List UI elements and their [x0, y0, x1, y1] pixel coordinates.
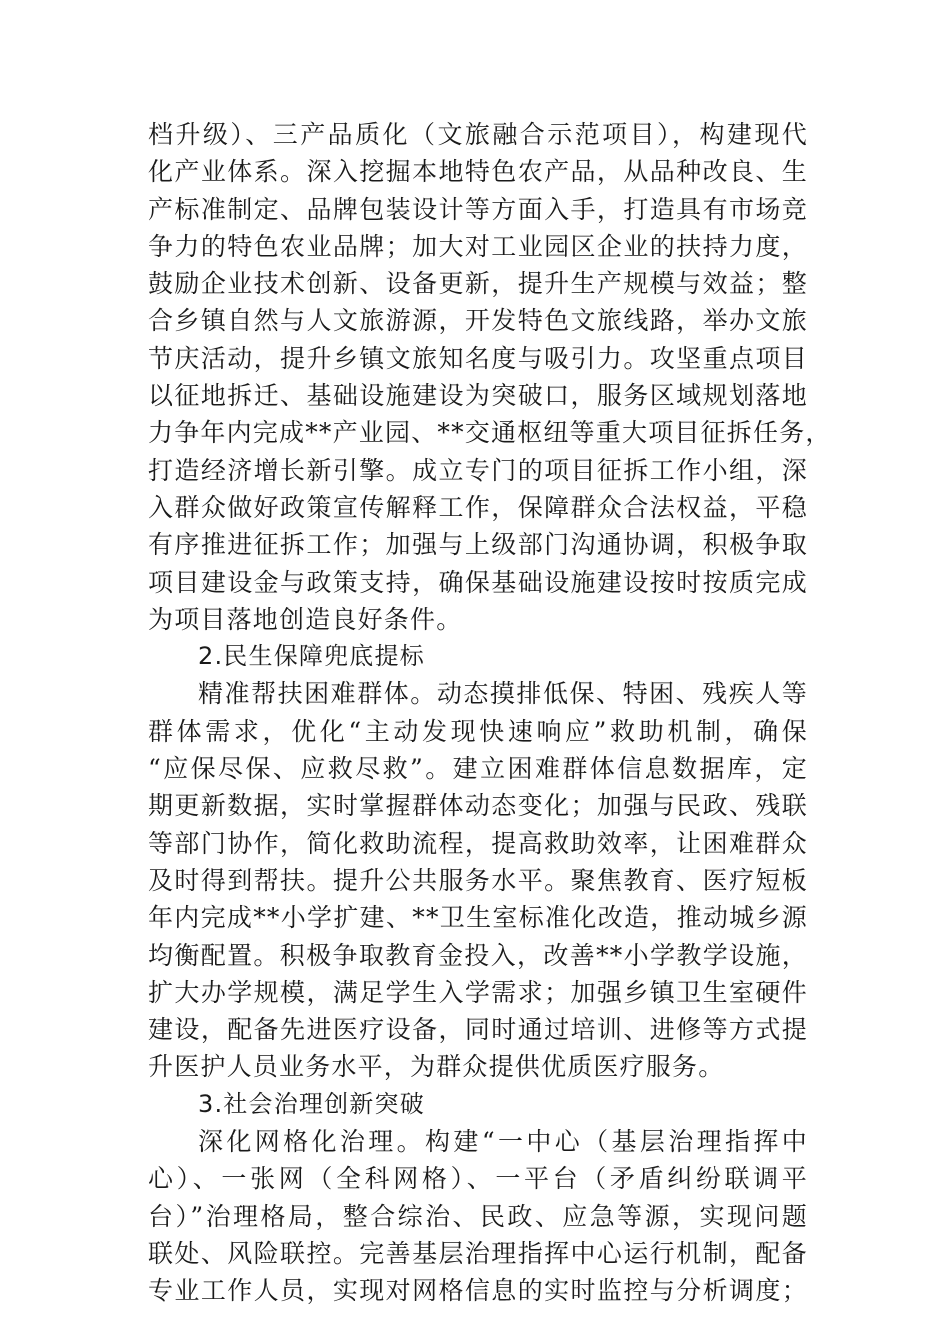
- paragraph-line: 及时得到帮扶。提升公共服务水平。聚焦教育、医疗短板: [148, 865, 808, 895]
- paragraph-line: 群体需求，优化“主动发现快速响应”救助机制，确保: [148, 716, 808, 746]
- paragraph-line: 均衡配置。积极争取教育金投入，改善**小学教学设施，: [148, 940, 808, 970]
- paragraph-line: 深化网格化治理。构建“一中心（基层治理指挥中: [198, 1127, 808, 1157]
- paragraph-line: 鼓励企业技术创新、设备更新，提升生产规模与效益；整: [148, 269, 808, 299]
- paragraph-line: 项目建设金与政策支持，确保基础设施建设按时按质完成: [148, 567, 808, 597]
- paragraph-line: 合乡镇自然与人文旅游源，开发特色文旅线路，举办文旅: [148, 306, 808, 336]
- paragraph-line: 争力的特色农业品牌；加大对工业园区企业的扶持力度，: [148, 231, 808, 261]
- paragraph-line: 化产业体系。深入挖掘本地特色农产品，从品种改良、生: [148, 157, 808, 187]
- paragraph-line: 入群众做好政策宣传解释工作，保障群众合法权益，平稳: [148, 492, 808, 522]
- paragraph-line: 联处、风险联控。完善基层治理指挥中心运行机制，配备: [148, 1238, 808, 1268]
- paragraph-line: 档升级）、三产品质化（文旅融合示范项目），构建现代: [148, 120, 808, 149]
- paragraph-line: 精准帮扶困难群体。动态摸排低保、特困、残疾人等: [198, 679, 808, 709]
- paragraph-line: 有序推进征拆工作；加强与上级部门沟通协调，积极争取: [148, 530, 808, 560]
- paragraph-line: 升医护人员业务水平，为群众提供优质医疗服务。: [148, 1052, 725, 1082]
- paragraph-line: 扩大办学规模，满足学生入学需求；加强乡镇卫生室硬件: [148, 977, 808, 1007]
- paragraph-line: 期更新数据，实时掌握群体动态变化；加强与民政、残联: [148, 791, 808, 821]
- paragraph-line: 心）、一张网（全科网格）、一平台（矛盾纠纷联调平: [148, 1164, 808, 1194]
- paragraph-line: 产标准制定、品牌包装设计等方面入手，打造具有市场竞: [148, 194, 808, 224]
- paragraph-line: 节庆活动，提升乡镇文旅知名度与吸引力。攻坚重点项目: [148, 343, 808, 373]
- paragraph-line: 等部门协作，简化救助流程，提高救助效率，让困难群众: [148, 828, 808, 858]
- paragraph-line: 力争年内完成**产业园、**交通枢纽等重大项目征拆任务，: [148, 418, 832, 448]
- paragraph-line: 打造经济增长新引擎。成立专门的项目征拆工作小组，深: [148, 455, 808, 485]
- paragraph-line: 建设，配备先进医疗设备，同时通过培训、进修等方式提: [148, 1015, 808, 1045]
- paragraph-line: “应保尽保、应救尽救”。建立困难群体信息数据库，定: [148, 754, 808, 784]
- paragraph-line: 台）”治理格局，整合综治、民政、应急等源，实现问题: [148, 1201, 808, 1231]
- document-body: [148, 116, 832, 1310]
- paragraph-line: 年内完成**小学扩建、**卫生室标准化改造，推动城乡源: [148, 903, 808, 933]
- paragraph-line: 以征地拆迁、基础设施建设为突破口，服务区域规划落地: [148, 381, 808, 411]
- paragraph-line: 为项目落地创造良好条件。: [148, 604, 463, 634]
- paragraph-line: 专业工作人员，实现对网格信息的实时监控与分析调度；: [148, 1276, 808, 1306]
- section-heading: 3.社会治理创新突破: [198, 1089, 425, 1118]
- section-heading: 2.民生保障兜底提标: [198, 642, 425, 671]
